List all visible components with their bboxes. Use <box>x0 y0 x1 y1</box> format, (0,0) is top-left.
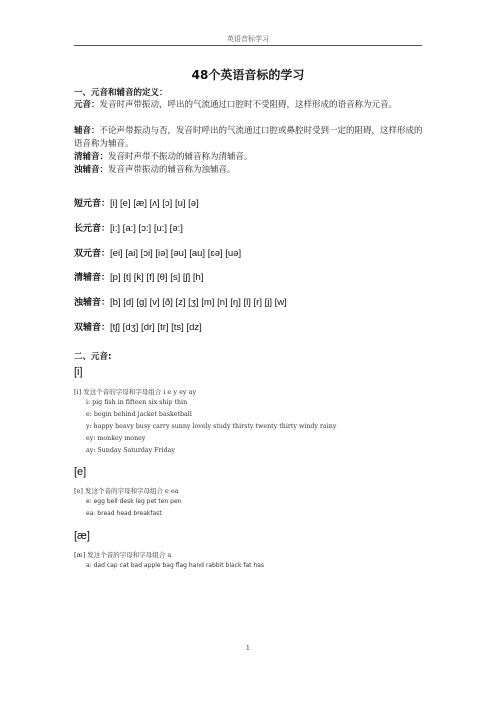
definition-voiced-consonant <box>74 164 424 177</box>
page-number: 1 <box>245 644 251 652</box>
definition-text: 发音声带振动的辅音称为浊辅音。 <box>108 165 236 175</box>
symbol-line-voiced-consonants <box>74 295 287 308</box>
definition-term: 元音： <box>74 100 100 110</box>
symbol-line-short-vowels <box>74 196 199 209</box>
symbol-line-symbols: [ei] [ai] [ɔi] [iə] [əu] [au] [ɛə] [uə] <box>110 248 242 259</box>
example-line: ay: Sunday Saturday Friday <box>86 447 175 454</box>
definition-term: 清辅音： <box>74 152 109 162</box>
definition-vowel <box>74 99 424 112</box>
vowel-letter-combos: [e] 发这个音的字母和字母组合 e ea <box>74 487 179 495</box>
definition-text: 不论声带振动与否，发音时呼出的气流通过口腔或鼻腔时受到一定的阻碍，这样形成的语音称为辅音。 <box>74 126 423 149</box>
symbol-line-label: 双元音： <box>74 249 111 259</box>
symbol-line-label: 浊辅音： <box>74 298 111 308</box>
vowel-symbol-heading: [æ] <box>74 530 90 542</box>
vowel-symbol-heading: [e] <box>74 466 87 478</box>
header-rule <box>74 45 422 46</box>
example-line: a: dad cap cat bad apple bag flag hand rabbit black fat has <box>86 562 265 569</box>
symbol-line-long-vowels <box>74 221 183 234</box>
symbol-line-symbols: [p] [t] [k] [f] [θ] [s] [ʃ] [h] <box>110 272 204 283</box>
definition-voiceless-consonant <box>74 151 424 164</box>
definition-consonant <box>74 125 424 151</box>
symbol-line-label: 清辅音： <box>74 273 111 283</box>
example-line: y: happy heavy busy carry sunny lovely study thirsty twenty thirty windy rainy <box>86 423 337 430</box>
vowel-letter-combos: [æ] 发这个音的字母和字母组合 a <box>74 551 172 559</box>
symbol-line-label: 短元音： <box>74 199 111 209</box>
vowel-symbol-heading: [i] <box>74 366 83 378</box>
symbol-line-symbols: [i:] [a:] [ɔ:] [u:] [ə:] <box>110 223 183 234</box>
example-line: ey: monkey money <box>86 435 146 442</box>
example-line: e: egg bell desk leg pet ten pen <box>86 498 182 505</box>
symbol-line-symbols: [tʃ] [dʒ] [dr] [tr] [ts] [dz] <box>110 322 202 333</box>
symbol-line-symbols: [i] [e] [æ] [ʌ] [ɔ] [u] [ə] <box>110 198 199 209</box>
definition-term: 浊辅音： <box>74 165 109 175</box>
section-heading-vowels: 二、元音: <box>74 352 112 362</box>
definition-text: 发音时声带不振动的辅音称为清辅音。 <box>108 152 253 162</box>
symbol-line-label: 双辅音： <box>74 323 111 333</box>
symbol-line-symbols: [b] [d] [g] [v] [ð] [z] [ʒ] [m] [n] [ŋ] [l] [r] [j] [w] <box>110 297 287 308</box>
section-heading-definitions: 一、元音和辅音的定义： <box>74 88 168 98</box>
definition-text: 发音时声带振动，呼出的气流通过口腔时不受阻碍，这样形成的语音称为元音。 <box>99 100 398 110</box>
symbol-line-diphthongs <box>74 246 241 259</box>
definition-term: 辅音： <box>74 126 100 136</box>
example-line: e: begin behind jacket basketball <box>86 411 192 418</box>
symbol-line-voiceless-consonants <box>74 270 203 283</box>
example-line: ea: bread head breakfast <box>86 510 162 517</box>
running-header: 英语音标学习 <box>227 35 269 43</box>
example-line: i: pig fish in fifteen six ship thin <box>86 399 188 406</box>
page-title: 48个英语音标的学习 <box>191 68 305 82</box>
vowel-letter-combos: [i] 发这个音的字母和字母组合 i e y ey ay <box>74 388 197 396</box>
symbol-line-double-consonants <box>74 320 202 333</box>
symbol-line-label: 长元音： <box>74 224 111 234</box>
